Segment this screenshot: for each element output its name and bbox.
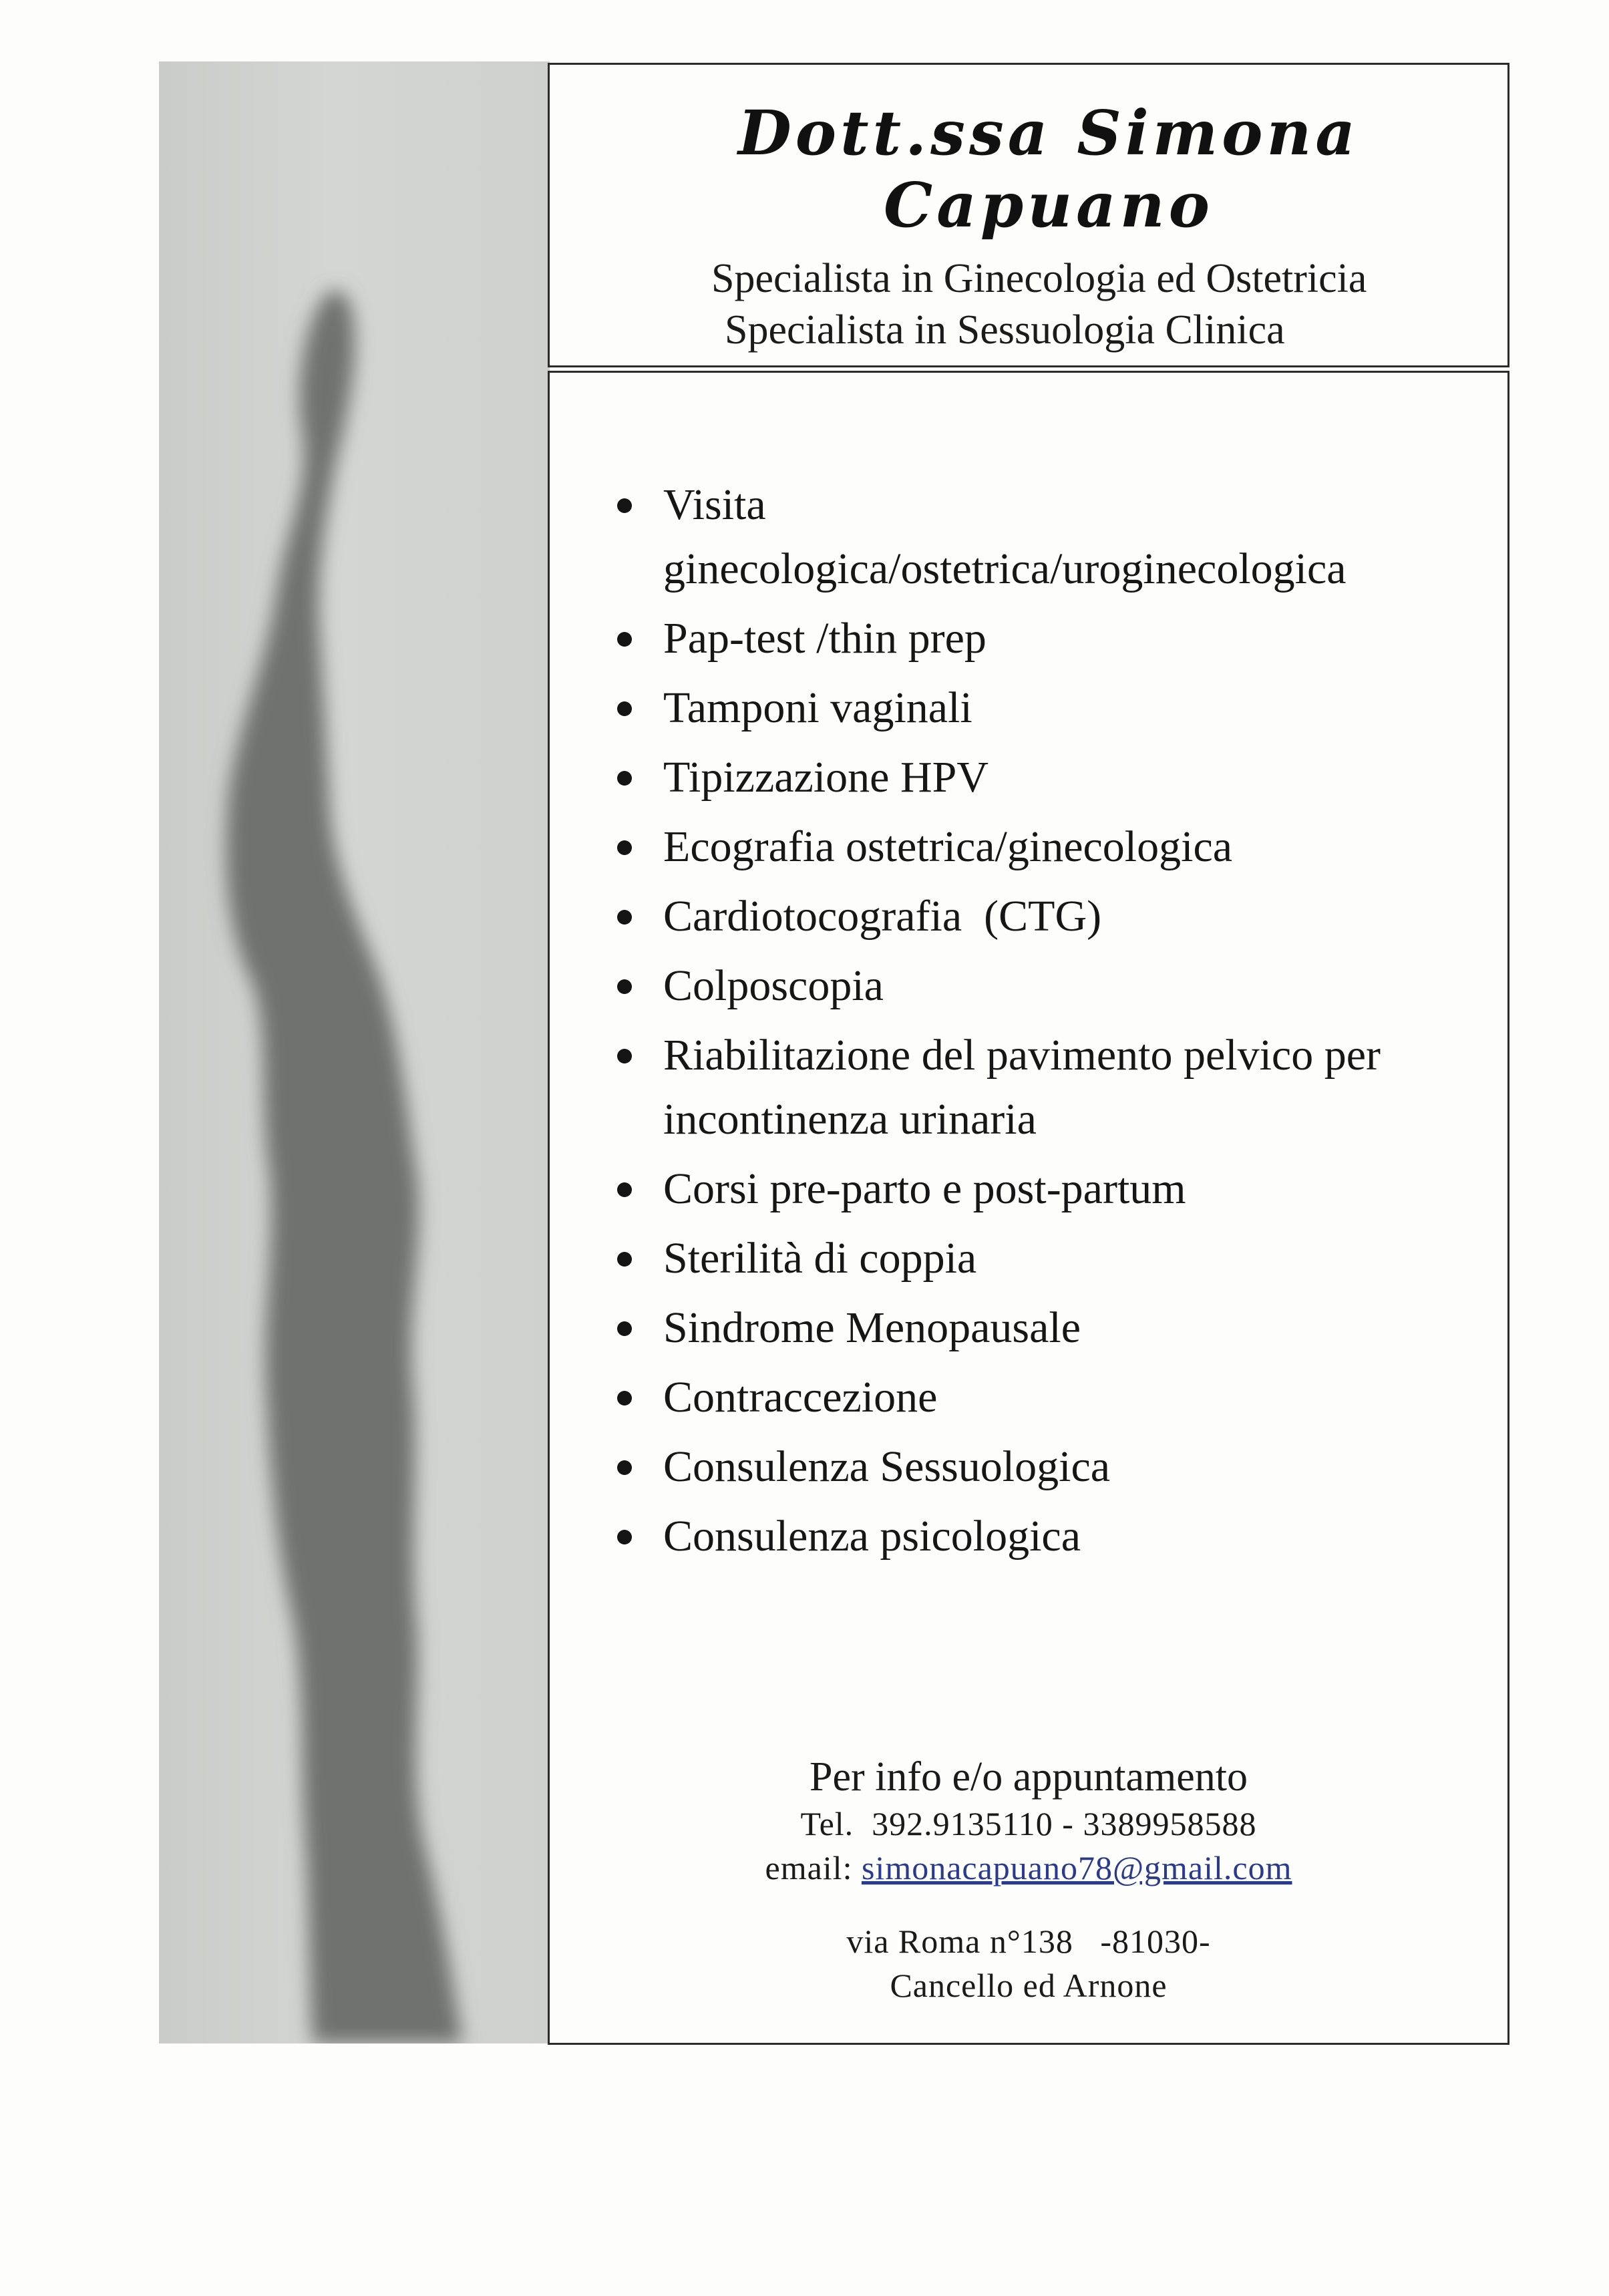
doctor-name: Dott.ssa Simona Capuano — [738, 97, 1359, 241]
bullet-icon — [617, 1049, 632, 1063]
bullet-icon — [617, 632, 632, 647]
service-label: Consulenza psicologica — [663, 1512, 1081, 1561]
services-list — [550, 473, 1485, 1574]
decorative-side-panel — [159, 61, 550, 2043]
contact-heading: Per info e/o appuntamento — [810, 1754, 1248, 1800]
email-link[interactable]: simonacapuano78@gmail.com — [861, 1849, 1292, 1887]
specialty-gynecology: Specialista in Ginecologia ed Ostetricia — [711, 256, 1367, 301]
service-item-continuation — [550, 1088, 1485, 1152]
service-label: Tipizzazione HPV — [663, 753, 989, 802]
service-item — [550, 884, 1485, 949]
service-item — [550, 1157, 1485, 1221]
service-label: Pap-test /thin prep — [663, 614, 987, 663]
service-label: Colposcopia — [663, 961, 884, 1010]
services-box — [548, 371, 1509, 2045]
service-item-continuation — [550, 537, 1485, 601]
service-item — [550, 1023, 1485, 1088]
service-label: Consulenza Sessuologica — [663, 1442, 1111, 1491]
service-item — [550, 746, 1485, 810]
bullet-icon — [617, 1460, 632, 1475]
service-label: Ecografia ostetrica/ginecologica — [663, 822, 1233, 871]
bullet-icon — [617, 1182, 632, 1197]
service-item — [550, 473, 1485, 537]
specialty-sexology: Specialista in Sessuologia Clinica — [725, 307, 1285, 353]
bullet-icon — [617, 979, 632, 994]
service-item — [550, 815, 1485, 879]
service-item — [550, 1504, 1485, 1569]
bullet-icon — [617, 1530, 632, 1544]
service-label: Sterilità di coppia — [663, 1234, 977, 1283]
bullet-icon — [617, 701, 632, 716]
header-box — [548, 63, 1509, 367]
service-label: Contraccezione — [663, 1373, 938, 1422]
service-label: Cardiotocografia (CTG) — [663, 892, 1102, 941]
service-item — [550, 1435, 1485, 1499]
email-label: email: — [765, 1849, 853, 1887]
service-label: ginecologica/ostetrica/uroginecologica — [663, 544, 1347, 593]
address-city: Cancello ed Arnone — [890, 1967, 1168, 2004]
service-item — [550, 954, 1485, 1018]
service-item — [550, 607, 1485, 671]
service-item — [550, 1226, 1485, 1291]
phone-numbers: Tel. 392.9135110 - 3389958588 — [800, 1805, 1257, 1842]
service-label: Sindrome Menopausale — [663, 1303, 1081, 1352]
stylized-figure-image — [159, 61, 550, 2043]
bullet-icon — [617, 1252, 632, 1267]
service-item — [550, 1296, 1485, 1360]
service-label: Tamponi vaginali — [663, 683, 972, 732]
bullet-icon — [617, 771, 632, 786]
service-label: Riabilitazione del pavimento pelvico per — [663, 1031, 1381, 1080]
address — [550, 1919, 1507, 2007]
bullet-icon — [617, 840, 632, 855]
service-item — [550, 1365, 1485, 1430]
service-label: Corsi pre-parto e post-partum — [663, 1164, 1186, 1213]
bullet-icon — [617, 910, 632, 925]
address-street: via Roma n°138 -81030- — [846, 1923, 1211, 1960]
bullet-icon — [617, 1391, 632, 1406]
contact-section — [550, 1752, 1507, 2007]
service-label: incontinenza urinaria — [663, 1095, 1037, 1144]
bullet-icon — [617, 1321, 632, 1336]
service-label: Visita — [663, 480, 766, 529]
email-line — [550, 1846, 1507, 1890]
bullet-icon — [617, 498, 632, 513]
service-item — [550, 676, 1485, 740]
